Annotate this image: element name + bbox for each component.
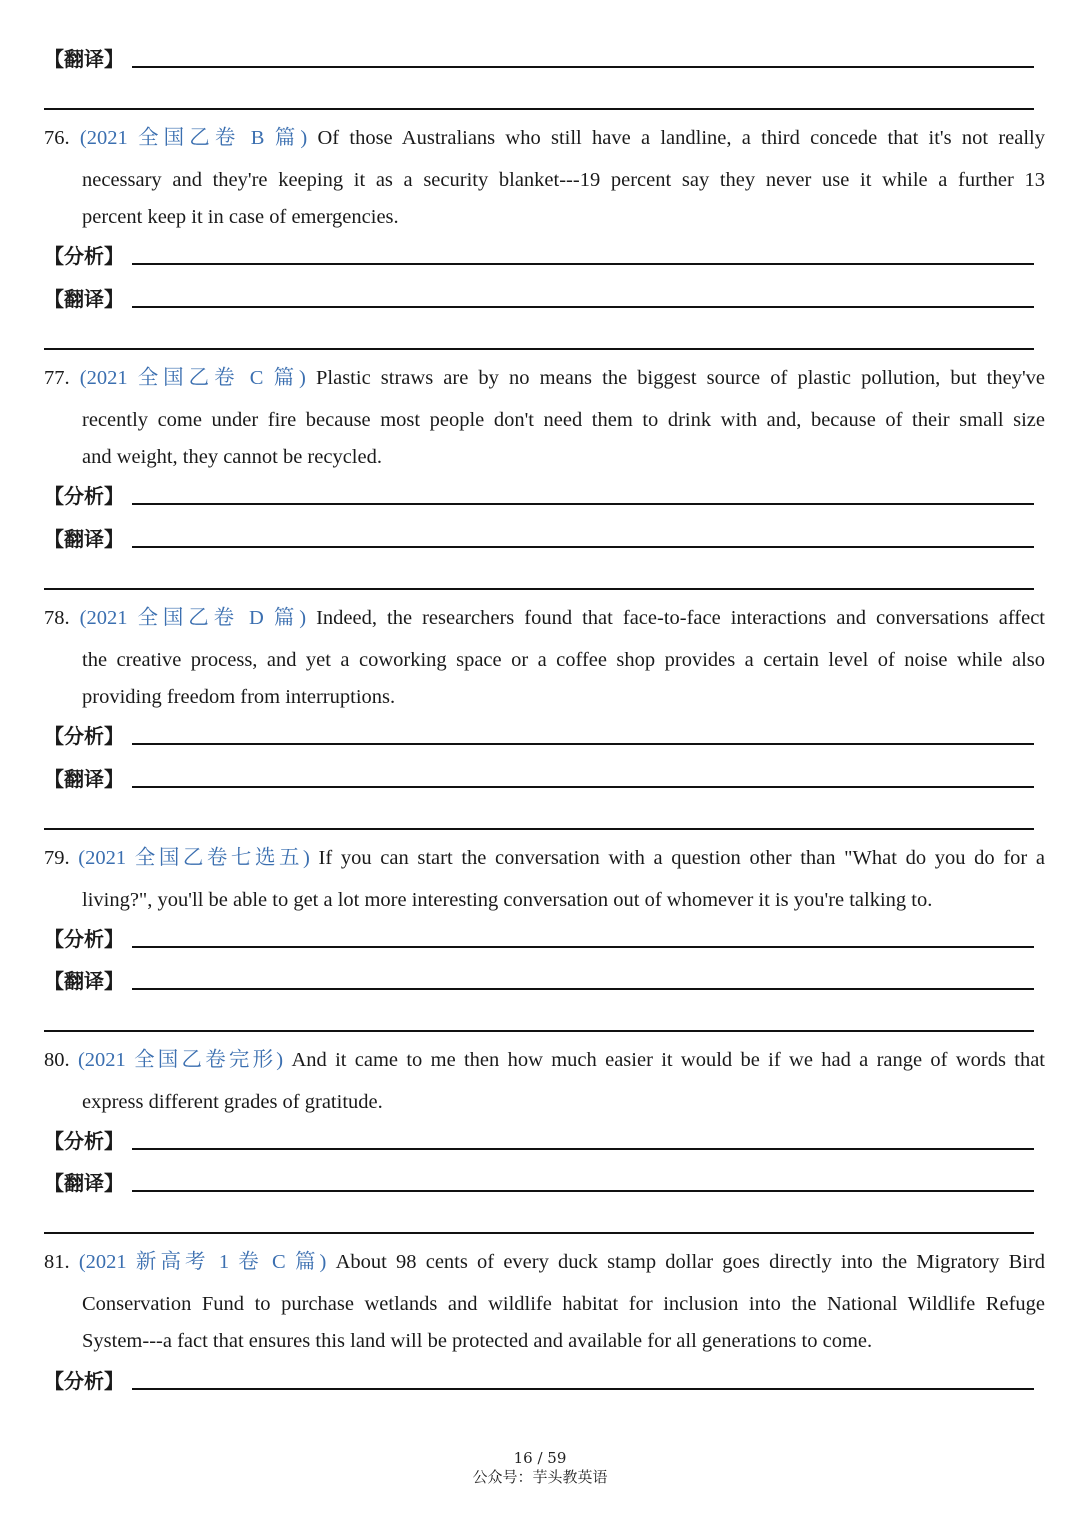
analysis-label: 【分析】: [44, 244, 124, 268]
question-line: [44, 1046, 1045, 1074]
question-source: (2021 全国乙卷 B 篇): [79, 127, 308, 149]
translation-label: 【翻译】: [44, 527, 124, 551]
answer-line[interactable]: [132, 503, 1034, 505]
question-text: Of those Australians who still have a landline, a third concede that it's not really: [307, 127, 1045, 149]
analysis-label: 【分析】: [44, 724, 124, 748]
answer-line[interactable]: [132, 988, 1034, 990]
analysis-label: 【分析】: [44, 1369, 124, 1393]
question-line: [44, 364, 1045, 392]
translation-label: 【翻译】: [44, 969, 124, 993]
answer-line[interactable]: [132, 1148, 1034, 1150]
answer-line[interactable]: [132, 1388, 1034, 1390]
analysis-label: 【分析】: [44, 1129, 124, 1153]
question-line: providing freedom from interruptions.: [82, 686, 396, 708]
question-line: Conservation Fund to purchase wetlands and wildlife habitat for inclusion into the National Wildlife Refuge: [82, 1293, 1045, 1315]
answer-line[interactable]: [132, 946, 1034, 948]
answer-line[interactable]: [132, 263, 1034, 265]
footer-account: 公众号：芋头教英语: [472, 1468, 608, 1486]
question-number: 76.: [44, 127, 70, 149]
question-text: And it came to me then how much easier it would be if we had a range of words that: [283, 1049, 1046, 1071]
question-number: 80.: [44, 1049, 70, 1071]
answer-line[interactable]: [44, 588, 1034, 590]
question-number: 79.: [44, 847, 70, 869]
question-text: If you can start the conversation with a question other than "What do you do for a: [309, 847, 1046, 869]
question-number: 77.: [44, 367, 70, 389]
question-line: [44, 844, 1045, 872]
translation-label: 【翻译】: [44, 1171, 124, 1195]
question-text: Plastic straws are by no means the biggest source of plastic pollution, but they've: [305, 367, 1046, 389]
question-line: System---a fact that ensures this land will be protected and available for all generations to come.: [82, 1330, 873, 1352]
answer-line[interactable]: [132, 743, 1034, 745]
question-source: (2021 全国乙卷 D 篇): [79, 607, 307, 629]
answer-line[interactable]: [44, 1232, 1034, 1234]
analysis-label: 【分析】: [44, 484, 124, 508]
question-line: [44, 604, 1045, 632]
question-line: [44, 124, 1045, 152]
question-source: (2021 全国乙卷七选五): [78, 847, 310, 869]
question-line: [44, 1248, 1045, 1276]
answer-line[interactable]: [132, 546, 1034, 548]
question-text: About 98 cents of every duck stamp dollar goes directly into the Migratory Bird: [326, 1251, 1046, 1273]
answer-line[interactable]: [132, 1190, 1034, 1192]
question-number: 81.: [44, 1251, 70, 1273]
question-number: 78.: [44, 607, 70, 629]
answer-line[interactable]: [44, 828, 1034, 830]
question-line: recently come under fire because most people don't need them to drink with and, because of their small size: [82, 409, 1045, 431]
question-text: Indeed, the researchers found that face-to-face interactions and conversations affect: [306, 607, 1045, 629]
analysis-label: 【分析】: [44, 927, 124, 951]
question-line: necessary and they're keeping it as a security blanket---19 percent say they never use it while a further 13: [82, 169, 1045, 191]
question-line: and weight, they cannot be recycled.: [82, 446, 382, 468]
question-source: (2021 新高考 1 卷 C 篇): [78, 1251, 327, 1273]
question-source: (2021 全国乙卷 C 篇): [79, 367, 306, 389]
question-line: express different grades of gratitude.: [82, 1091, 383, 1113]
question-source: (2021 全国乙卷完形): [77, 1049, 284, 1071]
question-line: percent keep it in case of emergencies.: [82, 206, 399, 228]
translation-label: 【翻译】: [44, 47, 124, 71]
translation-label: 【翻译】: [44, 287, 124, 311]
translation-label: 【翻译】: [44, 767, 124, 791]
answer-line[interactable]: [44, 1030, 1034, 1032]
answer-line[interactable]: [132, 306, 1034, 308]
answer-line[interactable]: [132, 66, 1034, 68]
question-line: living?", you'll be able to get a lot more interesting conversation out of whomever it is you're talking to.: [82, 889, 933, 911]
answer-line[interactable]: [44, 348, 1034, 350]
page-number: 16 / 59: [513, 1449, 567, 1467]
question-line: the creative process, and yet a coworking space or a coffee shop provides a certain level of noise while also: [82, 649, 1045, 671]
answer-line[interactable]: [132, 786, 1034, 788]
answer-line[interactable]: [44, 108, 1034, 110]
